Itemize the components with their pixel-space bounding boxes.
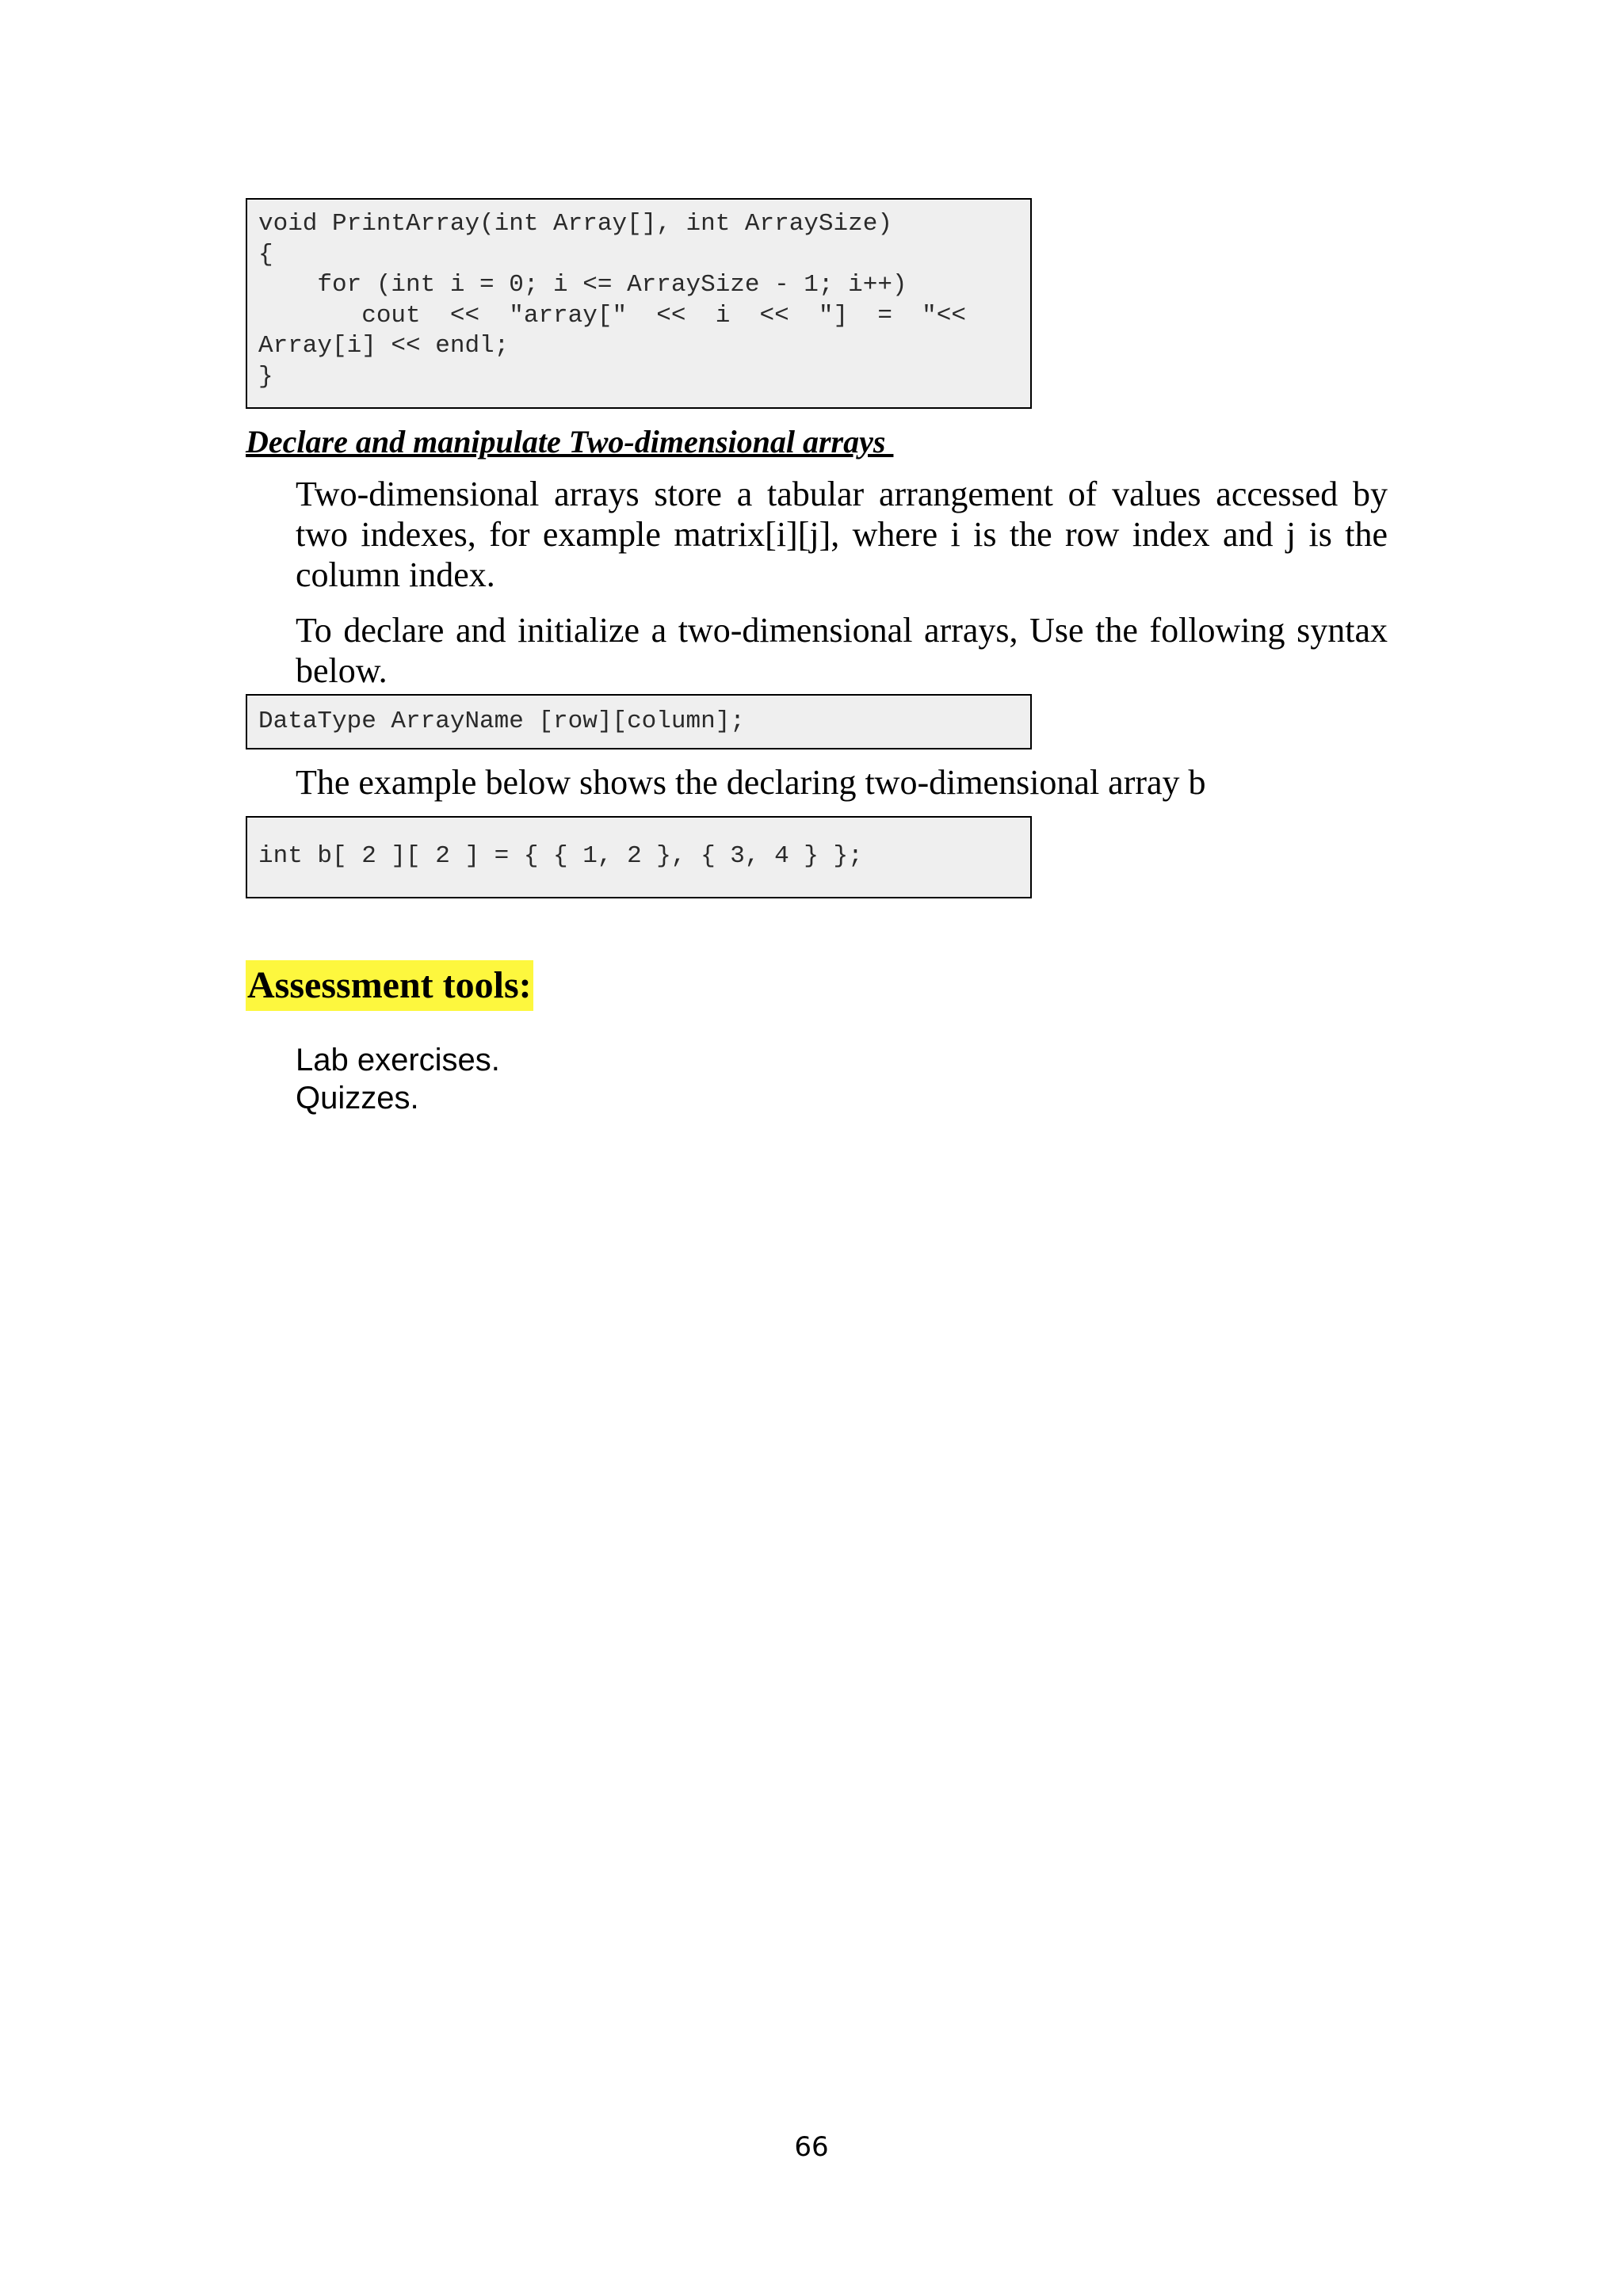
paragraph-two-dimensional-intro: Two-dimensional arrays store a tabular arrangement of values accessed by two indexes, for example matrix[i][j], where i is the row index and j is the column index. xyxy=(296,475,1388,594)
code-block-print-array: void PrintArray(int Array[], int ArraySize) { for (int i = 0; i <= ArraySize - 1; i++) cout << "array[" << i << "] = "<< Array[i] << endl; } xyxy=(246,198,1032,409)
paragraph-declare-syntax: To declare and initialize a two-dimensional arrays, Use the following syntax below. xyxy=(296,611,1388,690)
code-block-example-init: int b[ 2 ][ 2 ] = { { 1, 2 }, { 3, 4 } }; xyxy=(246,816,1032,898)
assessment-list xyxy=(296,1041,500,1117)
assessment-item-quizzes: Quizzes. xyxy=(296,1081,419,1116)
page-number: 66 xyxy=(794,2131,829,2163)
assessment-item-lab: Lab exercises. xyxy=(296,1043,500,1077)
assessment-heading: Assessment tools: xyxy=(246,960,533,1011)
code-block-declare-syntax: DataType ArrayName [row][column]; xyxy=(246,694,1032,749)
paragraph-example-intro: The example below shows the declaring two-dimensional array b xyxy=(296,763,1206,802)
section-heading: Declare and manipulate Two-dimensional arrays xyxy=(246,424,894,460)
